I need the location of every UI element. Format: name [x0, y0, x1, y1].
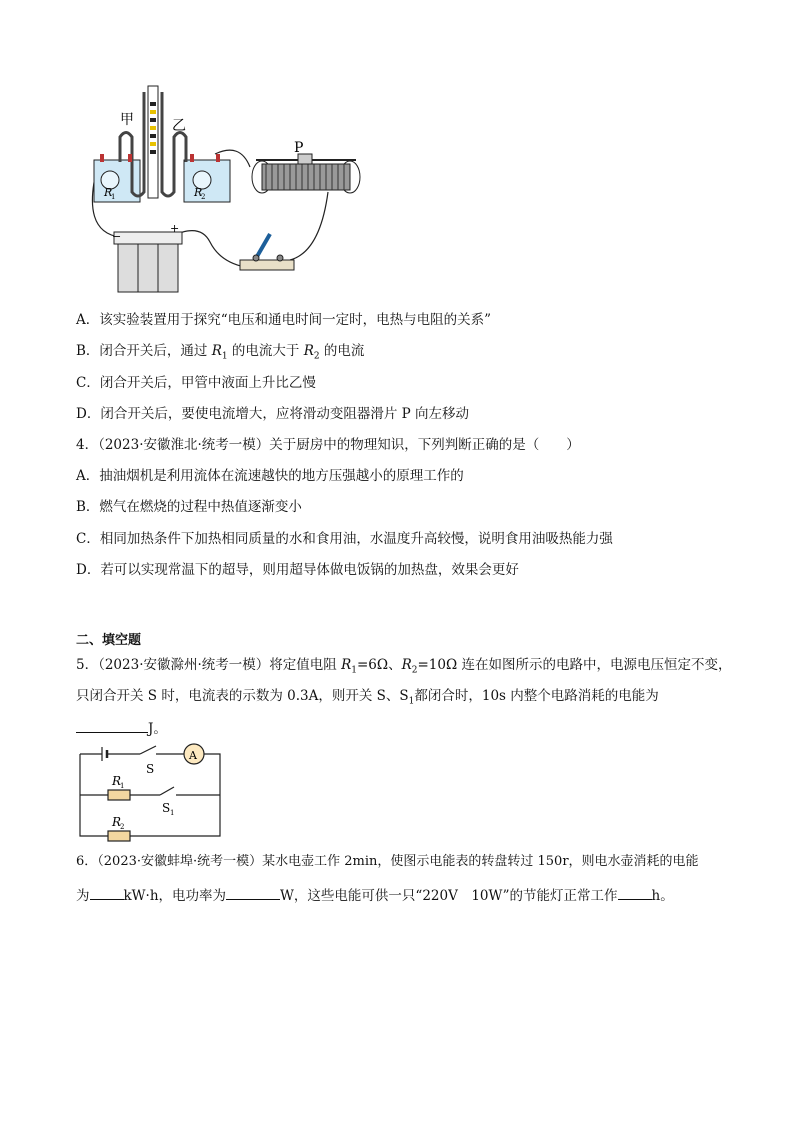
label-r2-sub: 2	[120, 823, 125, 831]
circuit-diagram-figure	[72, 740, 232, 842]
answer-blank-power[interactable]	[226, 885, 280, 900]
q6-text: h。	[651, 888, 674, 904]
symbol-sub: 1	[221, 351, 228, 362]
option-prefix: A．	[76, 312, 100, 328]
option-text: 闭合开关后，要使电流增大，应将滑动变阻器滑片 P 向左移动	[100, 406, 469, 422]
label-yi: 乙	[172, 118, 186, 134]
label-s1-sub: 1	[170, 809, 175, 817]
option-text: 的电流大于	[227, 343, 304, 359]
q6-text: 为	[76, 888, 90, 904]
option-text: 该实验装置用于探究“电压和通电时间一定时，电热与电阻的关系”	[99, 312, 492, 328]
q5-text: =10Ω 连在如图所示的电路中，电源电压恒定不变，	[417, 657, 732, 673]
q5-text: 都闭合时，10s 内整个电路消耗的电能为	[414, 688, 659, 704]
q6-line-1: 6．（2023·安徽蚌埠·统考一模）某水电壶工作 2min，使图示电能表的转盘转过 150r，则电水壶消耗的电能	[76, 854, 699, 869]
label-p: P	[294, 140, 304, 156]
label-s1: S	[162, 801, 171, 815]
q4-option-b: B．燃气在燃烧的过程中热值逐渐变小	[76, 499, 302, 515]
label-r2: R	[194, 186, 203, 199]
q5-line-3	[76, 718, 167, 738]
label-ammeter: A	[189, 749, 197, 762]
label-s: S	[146, 762, 155, 776]
q4-option-c: C．相同加热条件下加热相同质量的水和食用油，水温度升高较慢，说明食用油吸热能力强	[76, 531, 613, 547]
label-jia: 甲	[120, 112, 134, 128]
q6-line-2	[76, 885, 674, 905]
option-prefix: D．	[76, 406, 101, 422]
option-prefix: B．	[76, 343, 100, 359]
label-r1: R	[112, 774, 122, 788]
q5-line-1	[76, 656, 731, 680]
symbol-r: R	[211, 343, 222, 359]
option-text: 闭合开关后，甲管中液面上升比乙慢	[99, 375, 316, 391]
option-text: 闭合开关后，通过	[99, 343, 212, 359]
symbol-sub: 2	[411, 665, 418, 676]
symbol-r: R	[303, 343, 314, 359]
label-r1-sub: 1	[111, 193, 116, 201]
q3-option-b	[76, 342, 364, 366]
q3-option-c	[76, 374, 316, 392]
section-title-fill-in: 二、填空题	[76, 633, 142, 648]
option-text: 的电流	[319, 343, 365, 359]
q5-text: =6Ω、	[356, 657, 402, 673]
answer-blank-hours[interactable]	[618, 885, 652, 900]
joule-heating-apparatus-figure	[80, 82, 370, 297]
symbol-r: R	[401, 657, 412, 673]
label-r1: R	[104, 186, 113, 199]
symbol-r: R	[341, 657, 352, 673]
q5-line-2	[76, 687, 659, 711]
answer-blank[interactable]	[76, 718, 148, 733]
label-r1-sub: 1	[120, 782, 125, 790]
q4-option-d: D．若可以实现常温下的超导，则用超导体做电饭锅的加热盘，效果会更好	[76, 562, 519, 578]
label-minus: −	[112, 230, 122, 243]
label-r2: R	[112, 815, 122, 829]
q5-unit: J。	[148, 721, 167, 737]
label-r2-sub: 2	[201, 193, 206, 201]
q3-option-d	[76, 405, 469, 423]
label-plus: +	[170, 222, 180, 235]
q4-stem: 4．（2023·安徽淮北·统考一模）关于厨房中的物理知识，下列判断正确的是（ ）	[76, 437, 580, 453]
q4-option-a: A．抽油烟机是利用流体在流速越快的地方压强越小的原理工作的	[76, 468, 464, 484]
symbol-sub: 1	[351, 665, 357, 676]
option-prefix: C．	[76, 375, 100, 391]
q5-text: 5．（2023·安徽滁州·统考一模）将定值电阻	[76, 657, 342, 673]
q3-option-a	[76, 311, 491, 329]
q6-text: W，这些电能可供一只“220V 10W”的节能灯正常工作	[280, 888, 618, 904]
symbol-sub: 2	[313, 351, 320, 362]
q6-text: kW·h，电功率为	[123, 888, 227, 904]
symbol-sub: 1	[408, 696, 415, 707]
q5-text: 只闭合开关 S 时，电流表的示数为 0.3A，则开关 S、S	[76, 688, 409, 704]
answer-blank-energy[interactable]	[90, 885, 124, 900]
